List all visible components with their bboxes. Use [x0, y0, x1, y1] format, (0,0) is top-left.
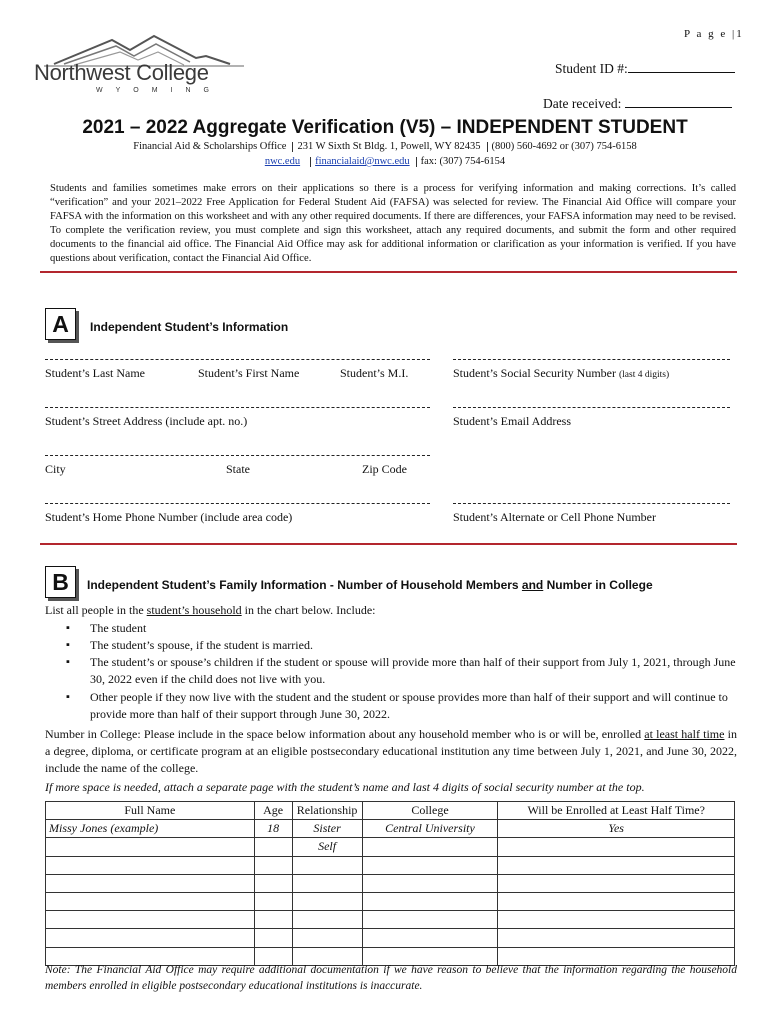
number-in-college-paragraph: [45, 726, 737, 777]
section-a-title: Independent Student’s Information: [90, 320, 289, 334]
mi-label: Student’s M.I.: [340, 366, 409, 380]
nic-underlined: at least half time: [644, 727, 725, 741]
office-name: Financial Aid & Scholarships Office: [133, 141, 287, 152]
date-received-field: [543, 95, 732, 112]
logo-college-name: Northwest College: [34, 60, 209, 85]
age-cell[interactable]: [254, 856, 292, 874]
household-list-intro: [45, 603, 376, 618]
student-id-input[interactable]: [628, 60, 735, 73]
half-time-cell[interactable]: [498, 929, 735, 947]
office-fax: fax: (307) 754-6154: [420, 156, 506, 167]
table-row: [46, 929, 735, 947]
first-name-label: Student’s First Name: [198, 366, 300, 380]
nic-text-1: Number in College: Please include in the space below information about any household member who is or will be, enrolled: [45, 727, 645, 741]
name-cell[interactable]: [46, 929, 255, 947]
date-received-label: Date received:: [543, 96, 622, 111]
logo-state-name: WYOMING: [96, 87, 222, 94]
half-time-cell[interactable]: [498, 838, 735, 856]
more-space-instruction: If more space is needed, attach a separate page with the student’s name and last 4 digits of social security number at the top.: [45, 780, 645, 794]
list-item: ▪ The student’s or spouse’s children if the student or spouse will provide more than half of their support from July 1, 2021, through June 30, 2022 even if the child does not live with you.: [66, 654, 738, 688]
column-header: Will be Enrolled at Least Half Time?: [498, 802, 735, 820]
college-cell[interactable]: [362, 929, 498, 947]
section-b-title-part1: Independent Student’s Family Information - Number of Household Members: [87, 578, 522, 592]
example-age-cell: 18: [254, 820, 292, 838]
list-item: ▪ The student’s spouse, if the student is married.: [66, 637, 738, 654]
student-id-field: [555, 60, 735, 77]
section-b-badge: B: [45, 566, 76, 598]
relationship-cell[interactable]: [292, 911, 362, 929]
footnote: Note: The Financial Aid Office may require additional documentation if we have reason to believe that the information regarding the household members enrolled in eligible postsecondary educational institutions is inaccurate.: [45, 964, 737, 992]
half-time-cell[interactable]: [498, 892, 735, 910]
name-cell[interactable]: [46, 892, 255, 910]
table-row: [46, 838, 735, 856]
list-intro-underlined: student’s household: [146, 603, 242, 617]
street-input-line[interactable]: [45, 407, 430, 408]
section-a-badge: A: [45, 308, 76, 340]
name-cell[interactable]: [46, 838, 255, 856]
college-cell[interactable]: [362, 874, 498, 892]
college-cell[interactable]: [362, 892, 498, 910]
intro-paragraph: Students and families sometimes make errors on their applications so there is a process for verifying information and making corrections. It’s called “verification” and your 2021–2022 Free Application for Federal Student Aid (FAFSA) was selected for review. The Financial Aid Office will compare your FAFSA with the information on this worksheet and with any other required documents. If there are differences, your FAFSA information may need to be revised. To complete the verification review, you must complete and sign this worksheet, attach any required documents, and submit the form and other required documents to the financial aid office. The Financial Aid Office may ask for additional information or clarification as your information is verified. If you have questions about verification, contact the Financial Aid Office.: [50, 183, 736, 265]
page-title: 2021 – 2022 Aggregate Verification (V5) – INDEPENDENT STUDENT: [82, 117, 688, 138]
age-cell[interactable]: [254, 838, 292, 856]
column-header: College: [362, 802, 498, 820]
name-input-line[interactable]: [45, 359, 430, 360]
table-row: [46, 856, 735, 874]
office-address-line: [0, 141, 770, 152]
city-state-zip-input-line[interactable]: [45, 455, 430, 456]
household-table: [45, 801, 735, 966]
age-cell[interactable]: [254, 892, 292, 910]
student-id-label: Student ID #:: [555, 61, 628, 76]
household-bullet-list: [66, 620, 738, 723]
name-cell[interactable]: [46, 856, 255, 874]
email-label: Student’s Email Address: [453, 414, 571, 428]
relationship-cell-self: Self: [292, 838, 362, 856]
street-label: Student’s Street Address (include apt. no.): [45, 414, 248, 428]
example-name-cell: Missy Jones (example): [46, 820, 255, 838]
half-time-cell[interactable]: [498, 911, 735, 929]
office-address: 231 W Sixth St Bldg. 1, Powell, WY 82435: [297, 141, 481, 152]
zip-label: Zip Code: [362, 462, 407, 476]
table-row: [46, 892, 735, 910]
table-row: [46, 874, 735, 892]
last-name-label: Student’s Last Name: [45, 366, 145, 380]
ssn-input-line[interactable]: [453, 359, 730, 360]
college-cell[interactable]: [362, 838, 498, 856]
relationship-cell[interactable]: [292, 856, 362, 874]
page-number-value: 1: [736, 28, 744, 40]
name-cell[interactable]: [46, 874, 255, 892]
email-input-line[interactable]: [453, 407, 730, 408]
table-row-example: [46, 820, 735, 838]
example-college-cell: Central University: [362, 820, 498, 838]
ssn-label: [453, 366, 669, 381]
home-phone-label: Student’s Home Phone Number (include area code): [45, 510, 293, 524]
nic-text-2: in a degree, diploma, or certificate program at an eligible postsecondary educational institution any time between July 1, 2021, and June 30, 2022, include the name of the college.: [45, 727, 737, 775]
relationship-cell[interactable]: [292, 929, 362, 947]
date-received-input[interactable]: [625, 95, 732, 108]
section-b-title-part2: Number in College: [543, 578, 653, 592]
home-phone-input-line[interactable]: [45, 503, 430, 504]
page-number: P a g e |1: [684, 28, 744, 40]
list-item: ▪ Other people if they now live with the student and the student or spouse provides more than half of their support and will continue to provide more than half of their support through June 30, 2022.: [66, 689, 738, 723]
college-cell[interactable]: [362, 856, 498, 874]
age-cell[interactable]: [254, 911, 292, 929]
table-row: [46, 911, 735, 929]
half-time-cell[interactable]: [498, 856, 735, 874]
page-label: P a g e: [684, 28, 728, 40]
section-divider: [40, 271, 737, 273]
ssn-label-note: (last 4 digits): [618, 370, 670, 380]
table-header-row: [46, 802, 735, 820]
list-intro-text-2: in the chart below. Include:: [241, 603, 376, 617]
city-label: City: [45, 462, 66, 476]
office-phone: (800) 560-4692 or (307) 754-6158: [491, 141, 637, 152]
example-half-time-cell: Yes: [498, 820, 735, 838]
alt-phone-label: Student’s Alternate or Cell Phone Number: [453, 510, 656, 524]
column-header: Age: [254, 802, 292, 820]
college-cell[interactable]: [362, 911, 498, 929]
northwest-college-logo: [34, 34, 254, 102]
relationship-cell[interactable]: [292, 874, 362, 892]
section-b-title: [87, 578, 653, 592]
example-relationship-cell: Sister: [292, 820, 362, 838]
state-label: State: [226, 462, 250, 476]
age-cell[interactable]: [254, 874, 292, 892]
office-contact-line: [0, 156, 770, 167]
name-cell[interactable]: [46, 911, 255, 929]
alt-phone-input-line[interactable]: [453, 503, 730, 504]
relationship-cell[interactable]: [292, 892, 362, 910]
half-time-cell[interactable]: [498, 874, 735, 892]
list-item: ▪ The student: [66, 620, 738, 637]
section-b-title-and: and: [521, 578, 544, 592]
age-cell[interactable]: [254, 929, 292, 947]
email-link[interactable]: financialaid@nwc.edu: [315, 156, 410, 167]
website-link[interactable]: nwc.edu: [264, 156, 301, 167]
ssn-label-text: Student’s Social Security Number: [453, 366, 616, 380]
column-header: Full Name: [46, 802, 255, 820]
column-header: Relationship: [292, 802, 362, 820]
section-divider: [40, 543, 737, 545]
list-intro-text-1: List all people in the: [45, 603, 147, 617]
